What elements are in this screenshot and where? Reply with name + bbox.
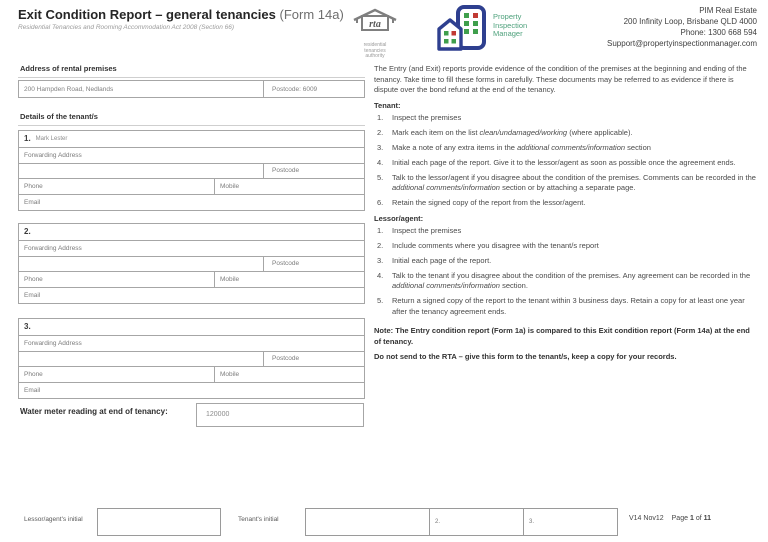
- address-box: [18, 80, 365, 98]
- tenant-name-row[interactable]: [19, 224, 364, 240]
- page-number: 1: [689, 515, 694, 522]
- tenant-3-initial-field[interactable]: [523, 509, 617, 535]
- note-entry-comparison: Note: The Entry condition report (Form 1a) is compared to this Exit condition report (Form 14a) at the end of tenancy.: [374, 326, 750, 346]
- address-line-field[interactable]: [19, 352, 263, 367]
- phone-label: Phone: [24, 276, 43, 284]
- forwarding-address-field[interactable]: [19, 147, 364, 163]
- phone-field[interactable]: [19, 367, 215, 382]
- instruction-item: 2. Mark each item on the list clean/undamaged/working (where applicable).: [377, 127, 633, 137]
- water-meter-label: Water meter reading at end of tenancy:: [20, 407, 168, 416]
- rental-address-field[interactable]: 200 Hampden Road, Nedlands: [24, 86, 114, 93]
- of-label: of: [695, 515, 702, 522]
- page-total: 11: [703, 515, 712, 522]
- svg-text:rta: rta: [369, 19, 381, 30]
- intro-paragraph: The Entry (and Exit) reports provide evidence of the condition of the premises at the beginning and ending of the tenancy. Take time to fill these forms in carefully. These documents may be referred to as evidence if there is dispute over the bond refund at the end of the tenancy.: [374, 64, 747, 94]
- email-field[interactable]: [19, 194, 364, 210]
- email-label: Email: [24, 387, 41, 395]
- forwarding-address-label: Forwarding Address: [24, 151, 82, 159]
- lessor-instructions-heading: Lessor/agent:: [374, 213, 424, 223]
- instruction-item: 2. Include comments where you disagree with the tenant/s report: [377, 240, 599, 250]
- phone-field[interactable]: [19, 272, 215, 287]
- pim-buildings-icon: [436, 5, 488, 51]
- agency-contact-block: [607, 5, 757, 49]
- agency-phone: Phone: 1300 668 594: [680, 28, 757, 37]
- water-meter-field[interactable]: [196, 403, 364, 427]
- instruction-item: 4. Initial each page of the report. Give it to the lessor/agent as soon as possible once the agreement ends.: [377, 157, 736, 167]
- phone-mobile-row: [19, 366, 364, 382]
- phone-label: Phone: [24, 183, 43, 191]
- postcode-field[interactable]: [263, 352, 364, 367]
- instruction-item: 1. Inspect the premises: [377, 225, 462, 235]
- lessor-initial-field[interactable]: [97, 508, 221, 536]
- email-label: Email: [24, 199, 41, 207]
- rta-logo: [350, 8, 400, 60]
- tenant-instructions-list: [374, 113, 758, 209]
- lessor-initial-label: Lessor/agent's initial: [24, 516, 83, 523]
- address-postcode-row: [19, 163, 364, 179]
- tenant-block-3: [18, 318, 365, 399]
- address-postcode-row: [19, 351, 364, 367]
- tenant-number: 1.: [24, 134, 31, 144]
- tenant-block-1: [18, 130, 365, 211]
- tenant-1-initial-field[interactable]: [306, 509, 429, 535]
- email-field[interactable]: [19, 382, 364, 398]
- mobile-label: Mobile: [220, 276, 240, 284]
- instruction-item: 3. Make a note of any extra items in the additional comments/information section: [377, 142, 651, 152]
- title-text: Exit Condition Report – general tenancies: [18, 7, 276, 22]
- email-field[interactable]: [19, 287, 364, 303]
- page-subtitle: Residential Tenancies and Rooming Accommodation Act 2008 (Section 66): [18, 24, 235, 31]
- version-label: V14 Nov12: [629, 515, 664, 522]
- tenants-section-heading: Details of the tenant/s: [18, 112, 365, 126]
- tenant-2-initial-field[interactable]: [429, 509, 523, 535]
- forwarding-address-label: Forwarding Address: [24, 244, 82, 252]
- tenant-number: 3.: [24, 322, 31, 332]
- mobile-field[interactable]: [215, 367, 364, 382]
- note-do-not-send: Do not send to the RTA – give this form to the tenant/s, keep a copy for your records.: [374, 352, 677, 361]
- address-postcode-row: [19, 256, 364, 272]
- phone-mobile-row: [19, 271, 364, 287]
- postcode-label: Postcode: [272, 167, 300, 175]
- tenant-block-2: [18, 223, 365, 304]
- tenant-name-field[interactable]: Mark Lester: [35, 135, 68, 142]
- tenant-instructions-heading: Tenant:: [374, 100, 401, 110]
- tenant-initial-cell-label: 3.: [529, 519, 535, 525]
- tenant-initial-label: Tenant's initial: [238, 516, 279, 523]
- agency-email: Support@propertyinspectionmanager.com: [607, 39, 757, 48]
- tenant-name-row[interactable]: [19, 131, 364, 147]
- lessor-instructions-list: [374, 226, 758, 318]
- tenant-number: 2.: [24, 227, 31, 237]
- version-page-info: [629, 515, 711, 522]
- mobile-label: Mobile: [220, 183, 240, 191]
- tenant-initial-box: [305, 508, 618, 536]
- title-block: [18, 7, 344, 31]
- instruction-item: 5. Return a signed copy of the report to the tenant within 3 business days. Retain a copy for at least one year after the tenancy agreement ends.: [377, 296, 745, 316]
- instruction-item: 3. Initial each page of the report.: [377, 255, 492, 265]
- instruction-item: 5. Talk to the lessor/agent if you disagree about the condition of the premises. Comments can be recorded in the additional comments/information section or by attaching a separate page.: [377, 172, 756, 192]
- mobile-label: Mobile: [220, 371, 240, 379]
- mobile-field[interactable]: [215, 179, 364, 194]
- tenant-initial-cell-label: 2.: [435, 519, 441, 525]
- address-line-field[interactable]: [19, 257, 263, 272]
- address-section-heading: Address of rental premises: [18, 64, 365, 78]
- postcode-label: Postcode: [272, 355, 300, 363]
- phone-field[interactable]: [19, 179, 215, 194]
- postcode-field[interactable]: [263, 164, 364, 179]
- agency-address: 200 Infinity Loop, Brisbane QLD 4000: [623, 17, 757, 26]
- postcode-field[interactable]: [263, 257, 364, 272]
- page-label: Page: [671, 515, 688, 522]
- forwarding-address-field[interactable]: [19, 240, 364, 256]
- forwarding-address-label: Forwarding Address: [24, 339, 82, 347]
- page-title: [18, 7, 344, 22]
- agency-name: PIM Real Estate: [699, 6, 757, 15]
- form-number: (Form 14a): [275, 7, 344, 22]
- phone-mobile-row: [19, 178, 364, 194]
- rta-caption: residential tenancies authority: [363, 42, 387, 59]
- water-meter-value: 120000: [206, 411, 230, 418]
- mobile-field[interactable]: [215, 272, 364, 287]
- instructions-column: [374, 64, 758, 363]
- tenant-name-row[interactable]: [19, 319, 364, 335]
- rta-house-icon: [353, 8, 397, 36]
- pim-caption: Property Inspection Manager: [493, 12, 528, 38]
- phone-label: Phone: [24, 371, 43, 379]
- instruction-item: 6. Retain the signed copy of the report from the lessor/agent.: [377, 198, 586, 207]
- rental-postcode-field[interactable]: Postcode: 6009: [263, 81, 364, 97]
- pim-logo: [436, 5, 527, 51]
- instruction-item: 1. Inspect the premises: [377, 112, 462, 122]
- postcode-label: Postcode: [272, 260, 300, 268]
- forwarding-address-field[interactable]: [19, 335, 364, 351]
- address-line-field[interactable]: [19, 164, 263, 179]
- email-label: Email: [24, 292, 41, 300]
- instruction-item: 4. Talk to the tenant if you disagree about the condition of the premises. Any agreement can be recorded in the additional comments/information section.: [377, 270, 751, 290]
